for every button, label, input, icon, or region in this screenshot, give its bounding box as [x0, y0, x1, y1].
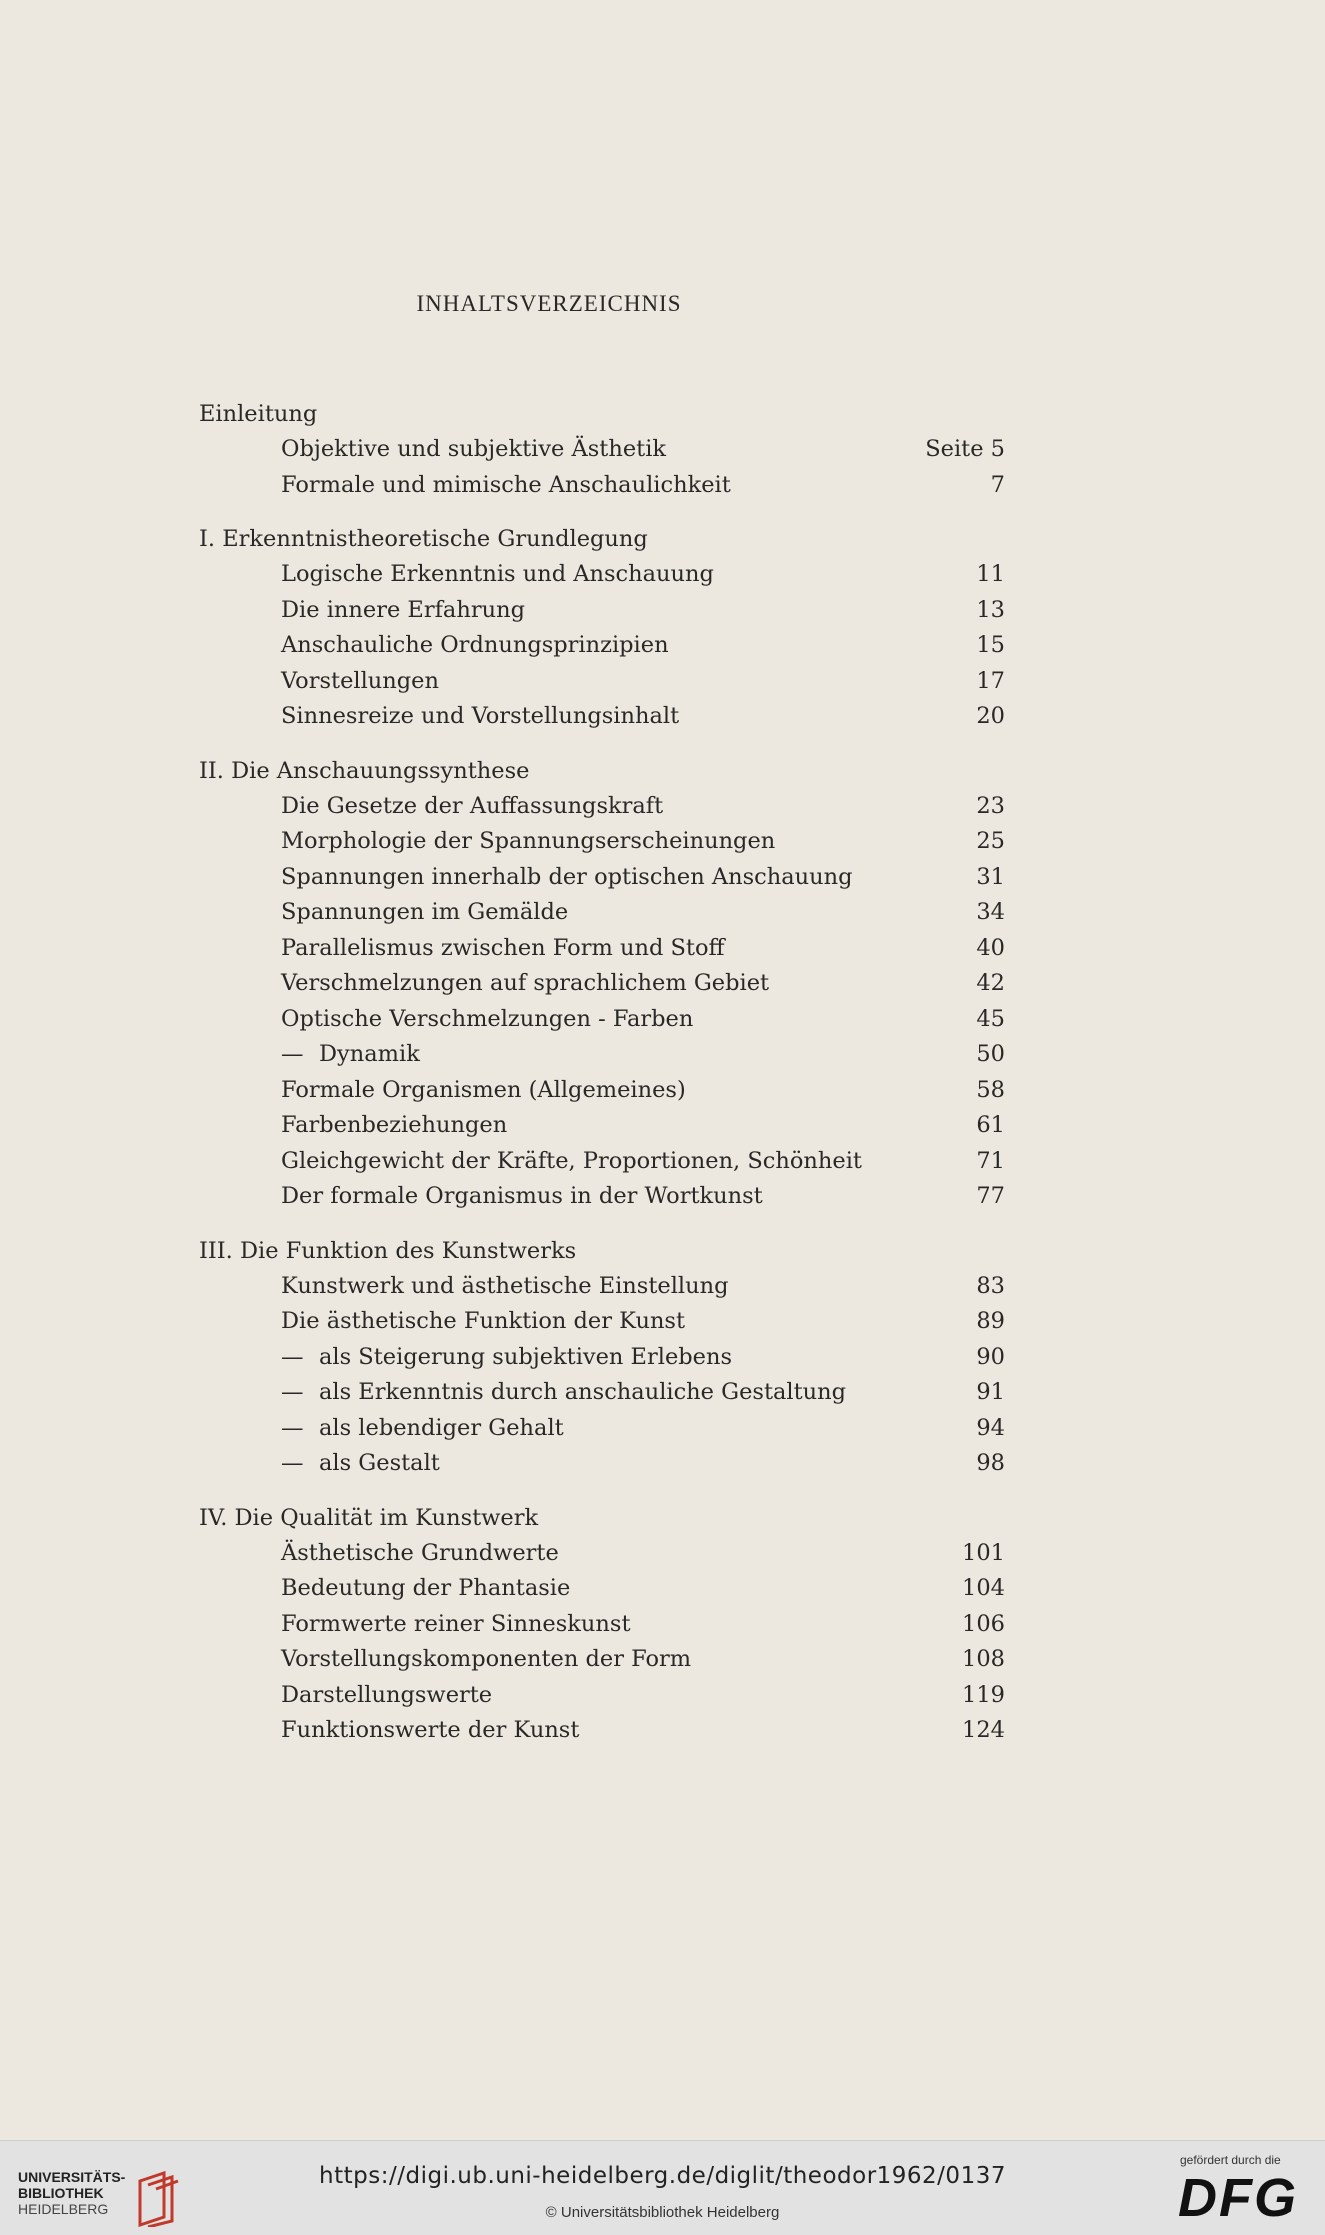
toc-entry [199, 1411, 1005, 1447]
entry-page-number: 77 [976, 1183, 1005, 1209]
toc-entry [199, 1108, 1005, 1144]
section-heading: Einleitung [199, 401, 318, 427]
toc-entry [199, 860, 1005, 896]
toc-entry [199, 1037, 1005, 1073]
toc-section [199, 521, 1005, 735]
entry-label: als lebendiger Gehalt [319, 1414, 564, 1441]
section-heading: II. Die Anschauungssynthese [199, 757, 530, 784]
table-of-contents [199, 396, 1005, 1767]
entry-page-number: 61 [976, 1112, 1005, 1138]
entry-label: Gleichgewicht der Kräfte, Proportionen, Schönheit [281, 1147, 862, 1174]
toc-entry [199, 824, 1005, 860]
toc-entry [199, 468, 1005, 504]
entry-page-number: 23 [976, 792, 1005, 819]
toc-entry [199, 1607, 1005, 1643]
toc-entry [199, 1002, 1005, 1038]
entry-page-number: 45 [976, 1005, 1005, 1032]
entry-page-number: 106 [962, 1610, 1005, 1637]
entry-label: Optische Verschmelzungen - Farben [281, 1005, 694, 1032]
entry-label: Der formale Organismus in der Wortkunst [281, 1183, 763, 1209]
entry-label: Verschmelzungen auf sprachlichem Gebiet [281, 970, 770, 996]
toc-entry [199, 895, 1005, 931]
entry-label: Sinnesreize und Vorstellungsinhalt [281, 703, 680, 729]
funding-note: gefördert durch die [1180, 2153, 1281, 2167]
entry-label: Parallelismus zwischen Form und Stoff [281, 934, 725, 961]
toc-entry [199, 1642, 1005, 1678]
toc-entry [199, 1713, 1005, 1749]
entry-page-number: 101 [962, 1539, 1005, 1566]
entry-label: Formale Organismen (Allgemeines) [281, 1076, 686, 1103]
toc-entry [199, 593, 1005, 629]
toc-entry [199, 1571, 1005, 1607]
entry-label: Ästhetische Grundwerte [281, 1539, 559, 1566]
entry-page-number: 11 [976, 561, 1005, 587]
toc-entry [199, 931, 1005, 967]
entry-page-number: 91 [976, 1379, 1005, 1405]
toc-section [199, 396, 1005, 503]
copyright-notice: © Universitätsbibliothek Heidelberg [545, 2204, 780, 2221]
entry-dash: — [281, 1450, 304, 1476]
entry-page-number: 34 [976, 899, 1005, 925]
entry-page-number: 94 [976, 1414, 1005, 1441]
page-title: INHALTSVERZEICHNIS [416, 291, 682, 316]
entry-label: Logische Erkenntnis und Anschauung [281, 561, 714, 587]
toc-section [199, 1500, 1005, 1749]
section-heading: I. Erkenntnistheoretische Grundlegung [199, 526, 648, 552]
entry-label: als Gestalt [319, 1450, 440, 1476]
entry-page-number: 17 [976, 667, 1005, 694]
toc-entry [199, 789, 1005, 825]
entry-label: Spannungen innerhalb der optischen Anschauung [281, 863, 853, 890]
toc-entry [199, 1179, 1005, 1215]
entry-page-number: 104 [962, 1575, 1005, 1601]
entry-dash: — [281, 1041, 304, 1067]
toc-entry [199, 1340, 1005, 1376]
toc-entry [199, 966, 1005, 1002]
entry-page-number: 98 [976, 1450, 1005, 1476]
toc-entry [199, 1678, 1005, 1714]
entry-label: Dynamik [319, 1041, 420, 1067]
entry-page-number: 13 [976, 596, 1005, 623]
toc-section [199, 1233, 1005, 1482]
entry-page-number: 83 [976, 1272, 1005, 1299]
entry-label: Die Gesetze der Auffassungskraft [281, 792, 664, 819]
entry-page-number: 108 [962, 1646, 1005, 1672]
entry-page-number: 20 [976, 703, 1005, 729]
entry-label: Morphologie der Spannungserscheinungen [281, 828, 776, 854]
document-url-link[interactable]: https://digi.ub.uni-heidelberg.de/diglit/theodor1962/0137 [319, 2163, 1006, 2189]
entry-label: als Erkenntnis durch anschauliche Gestaltung [319, 1379, 847, 1405]
entry-label: Kunstwerk und ästhetische Einstellung [281, 1272, 729, 1299]
entry-label: Spannungen im Gemälde [281, 899, 569, 925]
toc-entry [199, 699, 1005, 735]
toc-entry [199, 557, 1005, 593]
entry-label: Formale und mimische Anschaulichkeit [281, 471, 731, 498]
entry-page-number: 40 [976, 934, 1005, 961]
toc-entry [199, 1304, 1005, 1340]
toc-entry [199, 1073, 1005, 1109]
footer-bar [0, 2140, 1325, 2235]
section-heading: IV. Die Qualität im Kunstwerk [199, 1504, 539, 1531]
entry-page-number: 15 [976, 632, 1005, 658]
entry-page-number: 119 [962, 1681, 1005, 1708]
toc-entry [199, 1269, 1005, 1305]
entry-label: Die innere Erfahrung [281, 596, 525, 623]
entry-label: als Steigerung subjektiven Erlebens [319, 1343, 733, 1370]
entry-label: Vorstellungskomponenten der Form [281, 1646, 692, 1672]
toc-entry [199, 432, 1005, 468]
dfg-logo[interactable]: DFG [1178, 2168, 1298, 2228]
toc-entry [199, 1144, 1005, 1180]
library-name-line2: BIBLIOTHEK [18, 2185, 104, 2201]
entry-label: Bedeutung der Phantasie [281, 1575, 571, 1601]
toc-entry [199, 1375, 1005, 1411]
toc-entry [199, 628, 1005, 664]
toc-section [199, 753, 1005, 1215]
entry-dash: — [281, 1343, 304, 1370]
library-name-line1: UNIVERSITÄTS- [18, 2169, 126, 2185]
entry-page-number: Seite 5 [925, 436, 1005, 462]
entry-dash: — [281, 1414, 304, 1441]
toc-entry [199, 1536, 1005, 1572]
library-name-line3: HEIDELBERG [18, 2201, 109, 2217]
entry-page-number: 7 [990, 471, 1005, 498]
entry-dash: — [281, 1379, 304, 1405]
entry-page-number: 25 [976, 828, 1005, 854]
entry-page-number: 50 [976, 1041, 1005, 1067]
section-heading: III. Die Funktion des Kunstwerks [199, 1237, 577, 1264]
entry-label: Farbenbeziehungen [281, 1112, 508, 1138]
entry-page-number: 42 [976, 970, 1005, 996]
entry-page-number: 90 [976, 1343, 1005, 1370]
entry-page-number: 89 [976, 1308, 1005, 1334]
entry-page-number: 31 [976, 863, 1005, 890]
entry-label: Anschauliche Ordnungsprinzipien [281, 632, 669, 658]
entry-page-number: 124 [962, 1717, 1005, 1743]
entry-label: Die ästhetische Funktion der Kunst [281, 1308, 686, 1334]
entry-label: Objektive und subjektive Ästhetik [281, 436, 667, 462]
entry-label: Formwerte reiner Sinneskunst [281, 1610, 631, 1637]
toc-entry [199, 1446, 1005, 1482]
entry-page-number: 71 [976, 1147, 1005, 1174]
toc-entry [199, 664, 1005, 700]
entry-label: Funktionswerte der Kunst [281, 1717, 580, 1743]
entry-label: Darstellungswerte [281, 1681, 493, 1708]
entry-label: Vorstellungen [281, 667, 439, 694]
entry-page-number: 58 [976, 1076, 1005, 1103]
